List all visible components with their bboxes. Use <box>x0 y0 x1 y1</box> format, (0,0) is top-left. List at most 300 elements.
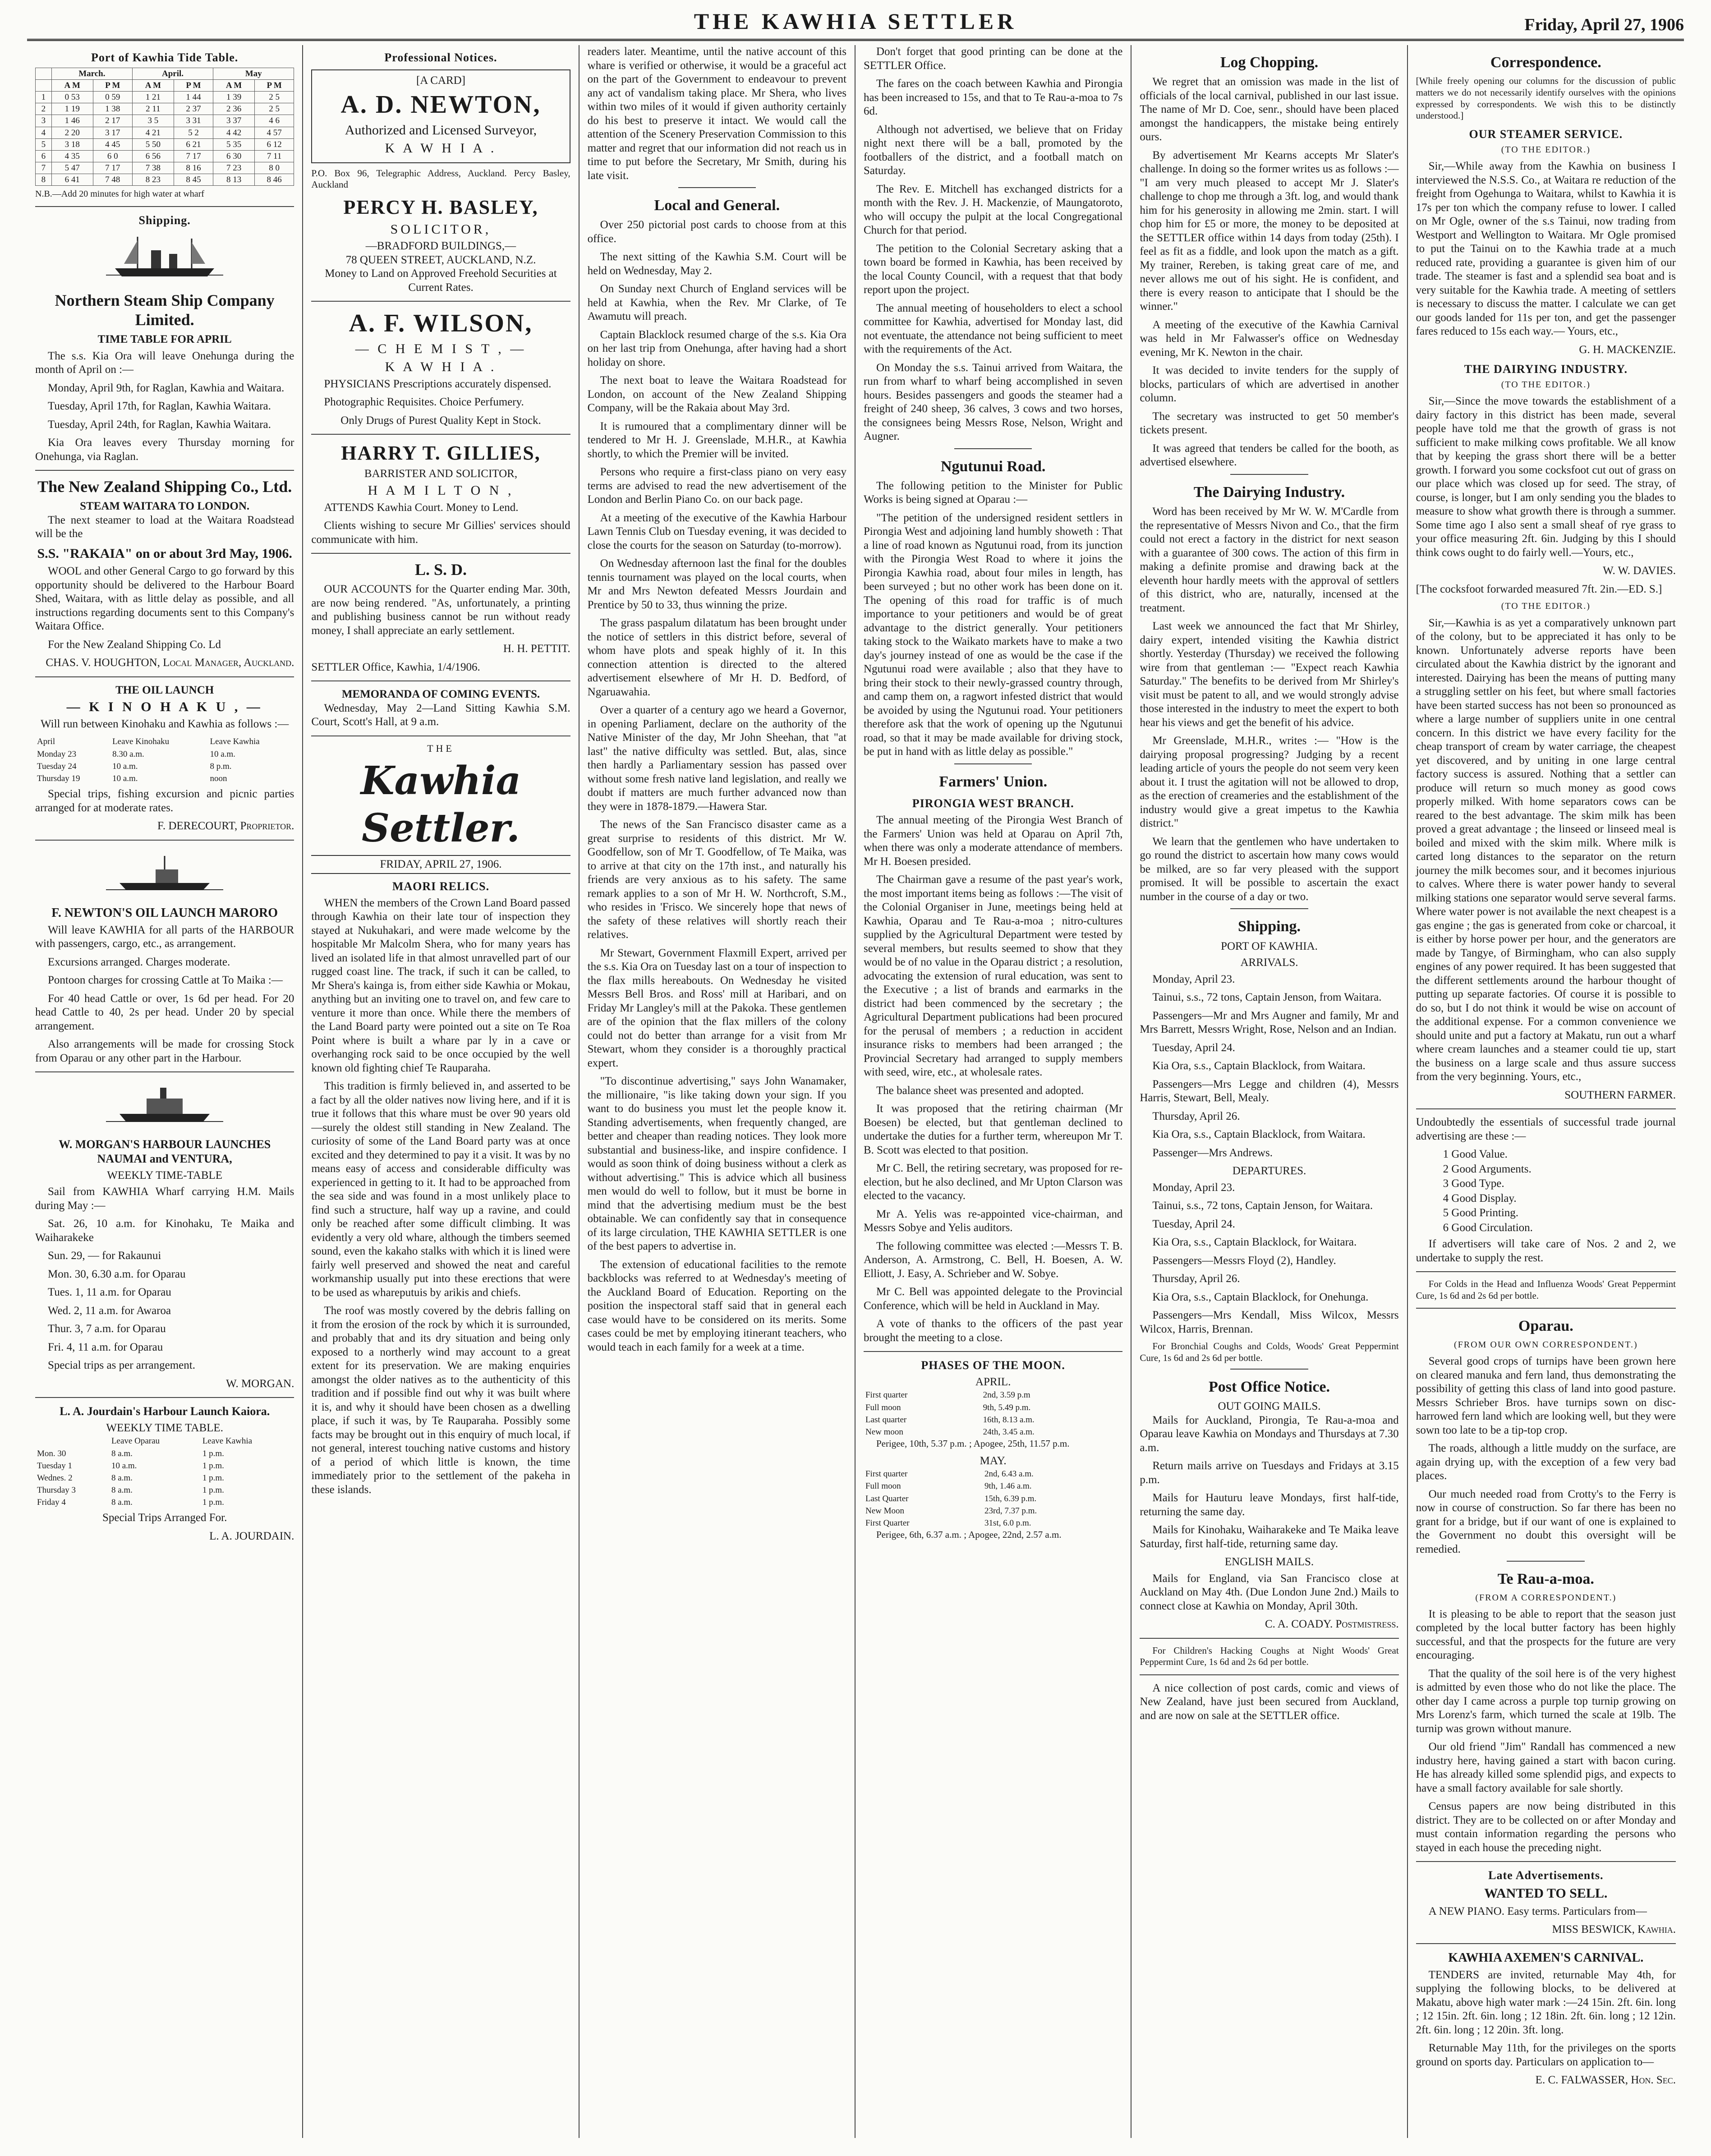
maori-relics-text: WHEN the members of the Crown Land Board passed through Kawhia on their late tour of inspection they stayed at Nukuhakari, and were made welcome by the hospitable Mr Malcolm Shera, who for many years has lived an isolated life in that almost unravelled part of our rugged coast line. The track, if such it can be called, to Mr Shera's kainga is, from either side Kawhia or Mokau, anything but an inviting one to travel on, and few care to venture it more than once. While there the members of the Land Board party were pointed out a site on Te Roa Point where is built a whare par ly in a cave or overhanging rock said to be once occupied by the well known old fighting chief Te Rauparaha. <box>311 896 570 1074</box>
local-item: The fares on the coach between Kawhia and Pirongia has been increased to 15s, and that to Te Rau-a-moa to 7s 6d. <box>863 78 1123 117</box>
oil-timetable-row-cell: 8 p.m. <box>210 761 232 771</box>
post-office-paragraph: Mails for Kinohaku, Waiharakeke and Te Maika leave Saturday, first half-tide, returning same day. <box>1140 1524 1399 1550</box>
lsd-text: OUR ACCOUNTS for the Quarter ending Mar. 30th, are now being rendered. "As, unfortunately, a printing and publishing business cannot be run without ready money, I shall appreciate an early settlement. <box>311 583 570 637</box>
dairying-paragraph: Word has been received by Mr W. W. M'Cardle from the representative of Messrs Nivon and Co., that the firm could not erect a factory in the district for next season with a guarantee of 300 cows. The action of this firm in making a definite promise and drawing back at the eleventh hour hardly meets with the approval of settlers of this district, who are, naturally, incensed at the treatment. <box>1140 506 1399 614</box>
rau-a-moa-paragraph: Census papers are now being distributed in this district. They are to be collected on or after Monday and must contain information regarding the persons who stayed in each house the preceding night. <box>1416 1800 1676 1854</box>
arrival-line: Tuesday, April 24. <box>1152 1041 1235 1054</box>
moon-row <box>864 1517 1122 1529</box>
port-label: PORT OF KAWHIA. <box>1221 940 1318 952</box>
tide-row-cell: 1 39 <box>213 92 255 103</box>
ad-essentials-list <box>1416 1148 1676 1235</box>
moon-row-cell: Last Quarter <box>865 1494 909 1503</box>
moon-row <box>864 1505 1122 1517</box>
tide-row-cell: 4 <box>36 127 52 138</box>
basley-building: —BRADFORD BUILDINGS,— <box>365 240 516 253</box>
maori-relics-text: The roof was mostly covered by the debris falling on it from the erosion of the rock by which it is surrounded, and probably that and its dry situation and being only exposed to a northerly wind may account to a great extent for its preservation. We are making enquiries amongst the older natives as to the authenticity of this tradition and if possible find out why it was built where it is, and why it should have been chosen as a dwelling place, if such it was, by Te Rauparaha. Possibly some facts may be brought out in this enquiry of much local, if not general, interest touching native customs and history of a period of which little is known, the time immediately prior to the settlement of the pakeha in these islands. <box>311 1305 570 1496</box>
nzs-ship-name: S.S. "RAKAIA" on or about 3rd May, 1906. <box>37 546 292 561</box>
rau-a-moa-subheading: (FROM A CORRESPONDENT.) <box>1475 1592 1617 1603</box>
newton-launch-text: Pontoon charges for crossing Cattle at To Maika :— <box>48 974 283 987</box>
southern-farmer-signature: SOUTHERN FARMER. <box>1564 1089 1676 1101</box>
ad-essential-item: 3 Good Type. <box>1443 1177 1504 1190</box>
nzs-company-name: The New Zealand Shipping Co., Ltd. <box>37 478 292 496</box>
tide-row-cell: 4 45 <box>93 138 132 150</box>
jourdain-timetable-row-cell: Tuesday 1 <box>37 1461 72 1471</box>
post-office-text <box>1140 1414 1398 1551</box>
log-chopping-heading: Log Chopping. <box>1220 54 1319 71</box>
morgan-timetable <box>35 1185 294 1373</box>
tide-row <box>36 115 294 127</box>
carnival-tender-text: TENDERS are invited, returnable May 4th, for supplying the following blocks, to be delivered at Makatu, above high water mark :—24 15in. 2ft. 6in. long ; 12 15in. 2ft. 6in. long ; 12 18in. 2ft. 6in. long ; 12 12in. 2ft. 6in. long ; 12 20in. 3ft. long. <box>1416 1968 1676 2036</box>
basley-address-line: P.O. Box 96, Telegraphic Address, Auckland. Percy Basley, Auckland <box>311 167 570 190</box>
newspaper-title: THE KAWHIA SETTLER <box>694 9 1017 34</box>
departure-line: Passengers—Messrs Floyd (2), Handley. <box>1152 1254 1336 1267</box>
oparau-paragraph: Our much needed road from Crotty's to the Ferry is now in course of construction. So far there has been no grant for a bridge, but if our want of one is explained to the Government no doubt this oversight will be remedied. <box>1416 1488 1676 1555</box>
post-office-paragraph: Return mails arrive on Tuesdays and Fridays at 3.15 p.m. <box>1140 1460 1399 1486</box>
moon-april-label: APRIL. <box>975 1375 1011 1388</box>
oil-timetable-row <box>35 736 294 748</box>
local-item: The Rev. E. Mitchell has exchanged districts for a month with the Rev. J. H. Mackenzie, of Maungatoroto, who will occupy the pulpit at the local Congregational Church for that period. <box>863 183 1123 236</box>
gillies-text: Clients wishing to secure Mr Gillies' services should communicate with him. <box>311 519 570 546</box>
nzs-steam-line: STEAM WAITARA TO LONDON. <box>80 500 250 513</box>
piano-advert: A NEW PIANO. Easy terms. Particulars from— <box>1428 1905 1647 1917</box>
log-chopping-paragraph: A meeting of the executive of the Kawhia Carnival was held in Mr Falwasser's office on Wednesday evening, Mr K. Newton in the chair. <box>1140 318 1399 359</box>
ad-essentials-note: If advertisers will take care of Nos. 2 and 2, we undertake to supply the rest. <box>1416 1238 1676 1264</box>
moon-row <box>864 1402 1122 1414</box>
hacking-cough-advert: For Children's Hacking Coughs at Night Woods' Great Peppermint Cure, 1s 6d and 2s 6d per bottle. <box>1140 1645 1399 1668</box>
moon-row-cell: Full moon <box>865 1481 901 1491</box>
tide-row-cell: 4 57 <box>255 127 294 138</box>
tide-table-title: Port of Kawhia Tide Table. <box>91 51 239 64</box>
nzs-text: For the New Zealand Shipping Co. Ld <box>48 638 221 651</box>
nzs-text: The next steamer to load at the Waitara Roadstead will be the <box>35 514 294 540</box>
local-item: Although not advertised, we believe that on Friday night next there will be a ball, promoted by the footballers of the district, and a football match on Saturday. <box>863 123 1123 177</box>
tide-row-cell: 6 <box>36 150 52 162</box>
lsd-signature: H. H. PETTIT. <box>503 643 570 655</box>
jourdain-signature: L. A. JOURDAIN. <box>209 1530 294 1542</box>
log-chopping-text <box>1140 75 1398 469</box>
tide-row-cell: 1 44 <box>174 92 213 103</box>
dairying-paragraph: Last week we announced the fact that Mr Shirley, dairy expert, intended visiting the Kawhia district shortly. Yesterday (Thursday) we received the following wire from that gentleman :— "Expect reach Kawhia Saturday." The benefits to be derived from Mr Shirley's visit must be patent to all, and we would strongly advise those interested in the industry to meet the expert to both hear his views and get the benefit of his advice. <box>1140 620 1399 729</box>
shipping-heading: Shipping. <box>138 213 191 227</box>
shipping-advert: For Bronchial Coughs and Colds, Woods' Great Peppermint Cure, 1s 6d and 2s 6d per bottle. <box>1140 1341 1399 1364</box>
departures-label: DEPARTURES. <box>1232 1165 1306 1177</box>
newton-launch-text: Also arrangements will be made for crossing Stock from Oparau or any other part in the Harbour. <box>35 1038 294 1064</box>
jourdain-timetable-row-cell: 1 p.m. <box>202 1485 224 1495</box>
morgan-launch-heading: W. MORGAN'S HARBOUR LAUNCHES NAUMAI and VENTURA, <box>59 1138 271 1166</box>
wilson-title: — C H E M I S T , — <box>355 341 527 356</box>
to-editor-label: (TO THE EDITOR.) <box>1501 144 1591 155</box>
jourdain-text: Special Trips Arranged For. <box>102 1512 227 1524</box>
late-advertisements-heading: Late Advertisements. <box>1488 1869 1604 1882</box>
newton-launch-heading: F. NEWTON'S OIL LAUNCH MARORO <box>51 906 278 920</box>
basley-address: 78 QUEEN STREET, AUCKLAND, N.Z. <box>345 253 536 266</box>
moon-may-note: Perigee, 6th, 6.37 a.m. ; Apogee, 22nd, 2.57 a.m. <box>876 1529 1062 1540</box>
jourdain-timetable-row-cell: Friday 4 <box>37 1498 66 1508</box>
professional-notices-heading: Professional Notices. <box>384 51 497 64</box>
log-chopping-paragraph: It was agreed that tenders be called for the booth, as advertised elsewhere. <box>1140 442 1399 469</box>
local-item: It is rumoured that a complimentary dinner will be tendered to Mr H. J. Greenslade, M.H.R., at Kawhia shortly, to which the Premier will be invited. <box>587 420 846 460</box>
morgan-timetable-line: Mon. 30, 6.30 a.m. for Oparau <box>48 1268 186 1280</box>
farmers-union-subheading: PIRONGIA WEST BRANCH. <box>912 797 1074 810</box>
oil-launch-proprietor: F. DERECOURT, Proprietor. <box>157 820 294 832</box>
morgan-timetable-line: Sun. 29, — for Rakaunui <box>48 1250 161 1262</box>
local-item: The next sitting of the Kawhia S.M. Court will be held on Wednesday, May 2. <box>587 251 846 277</box>
ngutunui-paragraph: The following petition to the Minister for Public Works is being signed at Oparau :— <box>863 479 1123 506</box>
tide-row <box>36 127 294 138</box>
departure-line: Tainui, s.s., 72 tons, Captain Jenson, for Waitara. <box>1152 1200 1373 1212</box>
farmers-paragraph: Mr A. Yelis was re-appointed vice-chairman, and Messrs Sobye and Yelis auditors. <box>863 1208 1123 1234</box>
farmers-paragraph: The annual meeting of the Pirongia West Branch of the Farmers' Union was held at Oparau on April 7th, when there was only a moderate attendance of members. Mr H. Boesen presided. <box>863 814 1123 868</box>
issue-date: Friday, April 27, 1906 <box>1524 15 1684 34</box>
tide-row-cell: 7 17 <box>93 162 132 174</box>
oil-timetable-row-cell: noon <box>210 773 227 783</box>
log-chopping-paragraph: It was decided to invite tenders for the supply of blocks, particulars of which are advertised in another column. <box>1140 364 1399 405</box>
jourdain-timetable-row <box>35 1460 294 1472</box>
oil-timetable-row-cell: 10 a.m. <box>112 761 138 771</box>
tide-row-cell: 7 38 <box>132 162 174 174</box>
to-editor-label: (TO THE EDITOR.) <box>1501 379 1591 390</box>
oil-launch-text: Will run between Kinohaku and Kawhia as follows :— <box>41 717 289 730</box>
tide-row-cell: 4 35 <box>51 150 93 162</box>
morgan-timetable-line: Special trips as per arrangement. <box>48 1359 195 1372</box>
jourdain-timetable-title: WEEKLY TIME TABLE. <box>106 1421 223 1434</box>
tide-row-cell: 8 46 <box>255 174 294 186</box>
dairying-signature: W. W. DAVIES. <box>1603 565 1676 577</box>
tide-row-cell: 5 47 <box>51 162 93 174</box>
local-item: The news of the San Francisco disaster came as a great surprise to residents of this district. Mr W. Goodfellow, son of Mr T. Goodfellow, of Te Maika, was to arrive at that city on the 17th inst., and naturally his friends are very anxious as to his safety. The same remark applies to a son of Mr H. W. Northcroft, S.M., who resides in 'Frisco. We sincerely hope that news of the safety of these relatives will shortly reach their relatives. <box>587 818 846 941</box>
jourdain-timetable-row-cell: 8 a.m. <box>111 1473 133 1483</box>
tide-row <box>36 92 294 103</box>
dairying-industry-heading: The Dairying Industry. <box>1193 483 1345 501</box>
oil-timetable-row-cell: 10 a.m. <box>112 773 138 783</box>
jourdain-table <box>35 1435 294 1508</box>
oil-timetable-row-cell: April <box>37 737 55 747</box>
jourdain-timetable-row-cell: 8 a.m. <box>111 1498 133 1508</box>
farmers-union-heading: Farmers' Union. <box>939 773 1048 790</box>
post-office-heading: Post Office Notice. <box>1208 1378 1330 1395</box>
tide-row-cell: 1 46 <box>51 115 93 127</box>
tide-row-cell: 0 53 <box>51 92 93 103</box>
morgan-timetable-line: Tues. 1, 11 a.m. for Oparau <box>48 1286 171 1299</box>
log-chopping-paragraph: The secretary was instructed to get 50 member's tickets present. <box>1140 410 1399 437</box>
arrivals-label: ARRIVALS. <box>1240 956 1298 969</box>
jourdain-timetable-row <box>35 1448 294 1460</box>
tide-row-cell: 6 30 <box>213 150 255 162</box>
rau-a-moa-text <box>1416 1608 1676 1855</box>
local-item: The next boat to leave the Waitara Roadstead for London, on account of the New Zealand Shipping Company, will be the Rakaia about May 3rd. <box>587 374 846 414</box>
jourdain-timetable-row <box>35 1496 294 1508</box>
tide-table: March. April. May A M P M A M P M A M P M 1 0 53 0 59 1 21 1 44 1 39 2 5 2 1 19 1 38 2 11 2 37 2 36 2 5 3 1 46 2 17 3 5 3 31 3 37 4 6 4 2 20 3 17 4 21 5 2 4 42 4 57 5 3 18 4 45 5 50 6 21 5 35 6 12 6 4 35 6 0 6 56 7 17 6 30 7 11 7 5 47 7 17 7 38 8 16 7 23 8 0 8 6 41 7 48 8 23 8 45 8 13 8 46 <box>35 68 294 186</box>
basley-title: SOLICITOR, <box>390 221 492 237</box>
local-item: On Wednesday afternoon last the final for the doubles tennis tournament was played on the local courts, when Mr and Mrs Newton defeated Messrs Jourdain and Prentice by 50 to 33, thus winning the prize. <box>587 557 846 611</box>
tide-row-cell: 2 11 <box>132 103 174 115</box>
tide-row-cell: 7 <box>36 162 52 174</box>
wilson-name: A. F. WILSON, <box>349 309 533 338</box>
jourdain-timetable-row-cell: 8 a.m. <box>111 1448 133 1458</box>
local-item: "To discontinue advertising," says John Wanamaker, the millionaire, "is like taking down your sign. If you want to do business you must let the people know it. Standing advertisements, when frequently changed, are better and cheaper than reading notices. They look more substantial and business-like, and inspire confidence. I would as soon think of doing business without a clerk as without advertising." This is advice which all business men would do well to follow, but it must be borne in mind that the advertising medium must be the best obtainable. We can confidently say that in consequence of its large circulation, THE KAWHIA SETTLER is one of the best papers to advertise in. <box>587 1075 846 1253</box>
ad-essential-item: 1 Good Value. <box>1443 1148 1508 1161</box>
morgan-timetable-line: Wed. 2, 11 a.m. for Awaroa <box>48 1304 171 1317</box>
log-chopping-paragraph: By advertisement Mr Kearns accepts Mr Slater's challenge. In doing so the former writes us as follows :— "I am very much pleased to accept Mr J. Slater's challenge to chop me through a 3ft. log, and would thank him for his generosity in allowing me 2min. start. I will chop him for £5 or more, the money to be deposited at the SETTLER office within 14 days from today (25th). I feel as fit as a fiddle, and look upon the match as a gift. My trainer, Rereben, is taking great care of me, and never allows me out of his sight. He is confident, and there is every reason to anticipate that I should be the winner." <box>1140 149 1399 313</box>
nzs-agent: CHAS. V. HOUGHTON, Local Manager, Auckland. <box>46 657 294 669</box>
morgan-timetable-line: Thur. 3, 7 a.m. for Oparau <box>48 1323 166 1335</box>
local-item: Over a quarter of a century ago we heard a Governor, in opening Parliament, declare on the authority of the Native Minister of the day, Mr John Sheehan, that "at last" the native difficulty was settled. But, alas, since then hardly a Parliamentary session has passed over without some fresh native land legislation, and really we doubt if matters are much further advanced now than they were in 1878-1879.—Hawera Star. <box>587 704 846 813</box>
moon-row-cell: 16th, 8.13 a.m. <box>983 1415 1035 1425</box>
tide-row-cell: 4 21 <box>132 127 174 138</box>
jourdain-timetable-row-cell: 1 p.m. <box>202 1448 224 1458</box>
lsd-office: SETTLER Office, Kawhia, 1/4/1906. <box>311 661 480 673</box>
tide-row-cell: 1 <box>36 92 52 103</box>
column-1 <box>27 45 303 2138</box>
local-general-heading: Local and General. <box>654 197 780 214</box>
departures-list <box>1140 1181 1398 1337</box>
departure-line: Kia Ora, s.s., Captain Blacklock, for Onehunga. <box>1152 1291 1369 1303</box>
tide-row <box>36 103 294 115</box>
oil-timetable-row-cell: Leave Kinohaku <box>112 737 170 747</box>
jourdain-launch-heading: L. A. Jourdain's Harbour Launch Kaiora. <box>60 1405 270 1418</box>
tide-row-cell: 1 19 <box>51 103 93 115</box>
ad-essential-item: 6 Good Circulation. <box>1443 1221 1533 1234</box>
column-3 <box>580 45 856 2138</box>
tide-row-cell: 7 11 <box>255 150 294 162</box>
wanted-to-sell-heading: WANTED TO SELL. <box>1484 1886 1608 1901</box>
arrival-line: Thursday, April 26. <box>1152 1110 1240 1122</box>
tide-row-cell: 5 35 <box>213 138 255 150</box>
jourdain-timetable-row-cell: Thursday 3 <box>37 1485 76 1495</box>
postmistress-signature: C. A. COADY. Postmistress. <box>1265 1618 1399 1631</box>
tide-row-cell: 3 <box>36 115 52 127</box>
tide-row-cell: 6 0 <box>93 150 132 162</box>
tide-row-cell: 7 17 <box>174 150 213 162</box>
tide-row-cell: 2 5 <box>255 103 294 115</box>
tide-row-cell: 8 16 <box>174 162 213 174</box>
moon-april-note: Perigee, 10th, 5.37 p.m. ; Apogee, 25th, 11.57 p.m. <box>876 1438 1070 1449</box>
moon-phases-heading: PHASES OF THE MOON. <box>921 1359 1065 1372</box>
local-item: On Monday the s.s. Tainui arrived from Waitara, the run from wharf to wharf being accomplished in seven hours. Besides passengers and goods the steamer had a freight of 240 sheep, 36 calves, 3 cows and two horses, the consignees being Messrs Rose, Nelson, Wright and Augner. <box>863 361 1123 442</box>
dairying-paragraph: Mr Greenslade, M.H.R., writes :— "How is the dairying proposal progressing? Judging by a recent leading article of yours the people do not seem very keen about it. I trust the agitation will not be allowed to drop, as the erection of creameries and the establishment of the industry would give a great impetus to the Kawhia district." <box>1140 735 1399 830</box>
oil-timetable-row <box>35 748 294 760</box>
tide-row-cell: 5 <box>36 138 52 150</box>
oparau-heading: Oparau. <box>1518 1318 1573 1335</box>
arrival-line: Passenger—Mrs Andrews. <box>1152 1146 1273 1159</box>
tide-row-cell: 5 50 <box>132 138 174 150</box>
local-general-items <box>588 218 846 1354</box>
tide-row-cell: 6 12 <box>255 138 294 150</box>
farmers-paragraph: It was proposed that the retiring chairman (Mr Boesen) be elected, but that gentleman declined to undertake the duties for a further term, whereupon Mr T. B. Scott was elected to that position. <box>863 1103 1123 1156</box>
jourdain-timetable-row-cell: 10 a.m. <box>111 1461 137 1471</box>
tide-row-cell: 1 21 <box>132 92 174 103</box>
outgoing-mails-label: OUT GOING MAILS. <box>1218 1400 1321 1413</box>
editor-note: [The cocksfoot forwarded measured 7ft. 2in.—ED. S.] <box>1416 583 1662 595</box>
moon-row <box>864 1468 1122 1480</box>
arrival-line: Monday, April 23. <box>1152 973 1235 985</box>
tide-row-cell: 2 36 <box>213 103 255 115</box>
tide-row-cell: 6 56 <box>132 150 174 162</box>
rau-a-moa-heading: Te Rau-a-moa. <box>1497 1571 1594 1588</box>
jourdain-timetable-row <box>35 1472 294 1484</box>
ngutunui-paragraph: "The petition of the undersigned resident settlers in Pirongia West and adjoining land humbly showeth : That a line of road known as Ngutunui road, from its junction with the Pirongia West Road to where it joins the Pirongia Kawhia road, about four miles in length, has been surveyed ; but no other work has been done on it. The opening of this road for traffic is of much importance to your petitioners and would be of great advantage to the district generally. Your petitioners taking stock to the Waikato markets have to make a two day's journey instead of one as would be the case if the Ngutunui road were available ; also that they have to bring their stock to their newly-grassed country through, and camp them on, a ragwort infested district that would be avoided by using the Ngutunui road. Your petitioners therefore ask that the work of opening up the Ngutunui road, so that it may be made available for driving stock, be put in hand with as little delay as possible." <box>863 511 1123 758</box>
maori-relics-heading: MAORI RELICS. <box>392 880 490 893</box>
carnival-tender-text: Returnable May 11th, for the privileges on the sports ground on sports day. Particulars on application to— <box>1416 2042 1676 2068</box>
departure-line: Monday, April 23. <box>1152 1181 1235 1194</box>
maori-relics-text: This tradition is firmly believed in, and asserted to be a fact by all the older natives now living here, and if it is true it follows that this whare must be over 90 years old—surely the oldest still standing in New Zealand. The curiosity of some of the Land Board party was at once excited and they determined to pay it a visit. It was by no means easy of access and considerable difficulty was experienced in getting to it. It had to be approached from the sea side and was found in a most unlikely place to find such a structure, half way up a ravine, and could only be reached after some difficult climbing. It was evidently a very old whare, although the timbers seemed sound, even the kakaho stalks with which it is lined were fairly well preserved and showed the neat and careful workmanship usually put into these erections that were to be used as whareputuis by arikis and chiefs. <box>311 1080 570 1299</box>
oparau-text <box>1416 1355 1676 1556</box>
oil-launch-text: Special trips, fishing excursion and picnic parties arranged for at moderate rates. <box>35 788 294 814</box>
steamer-service-heading: OUR STEAMER SERVICE. <box>1469 127 1623 141</box>
jourdain-timetable-row-cell: 1 p.m. <box>202 1473 224 1483</box>
moon-row-cell: 24th, 3.45 a.m. <box>983 1427 1035 1437</box>
morgan-timetable-title: WEEKLY TIME-TABLE <box>107 1169 223 1181</box>
dairying-letter-heading: THE DAIRYING INDUSTRY. <box>1464 363 1628 376</box>
post-office-paragraph: Mails for Hauturu leave Mondays, first half-tide, returning the same day. <box>1140 1492 1399 1518</box>
jourdain-timetable-row <box>35 1435 294 1447</box>
tide-row-cell: 8 13 <box>213 174 255 186</box>
jourdain-timetable-row-cell: Mon. 30 <box>37 1448 66 1458</box>
farmers-paragraph: A vote of thanks to the officers of the past year brought the meeting to a close. <box>863 1318 1123 1344</box>
nss-text: Tuesday, April 17th, for Raglan, Kawhia Waitara. <box>48 400 271 413</box>
launch-illustration <box>97 847 232 901</box>
rau-a-moa-paragraph: It is pleasing to be able to report that the season just completed by the local butter factory has been highly successful, and that the prospects for the future are very encouraging. <box>1416 1608 1676 1662</box>
nss-timetable-title: TIME TABLE FOR APRIL <box>97 333 232 346</box>
moon-row <box>864 1493 1122 1505</box>
moon-row <box>864 1414 1122 1426</box>
morgan-timetable-line: Fri. 4, 11 a.m. for Oparau <box>48 1341 163 1353</box>
flag-the: THE <box>427 742 455 754</box>
arrivals-list <box>1140 973 1398 1160</box>
memoranda-heading: MEMORANDA OF COMING EVENTS. <box>341 688 540 701</box>
tide-row-cell: 2 20 <box>51 127 93 138</box>
gillies-place: H A M I L T O N , <box>368 483 514 498</box>
postcards-advert: A nice collection of post cards, comic and views of New Zealand, have just been secured from Auckland, and are now on sale at the SETTLER office. <box>1140 1682 1399 1722</box>
moon-row-cell: 9th, 1.46 a.m. <box>984 1481 1032 1491</box>
nss-company-name: Northern Steam Ship Company Limited. <box>55 291 275 329</box>
morgan-timetable-line: Sail from KAWHIA Wharf carrying H.M. Mails during May :— <box>35 1186 294 1212</box>
nss-text: Monday, April 9th, for Raglan, Kawhia and Waitara. <box>48 382 285 394</box>
arrival-line: Kia Ora, s.s., Captain Blacklock, from Waitara. <box>1152 1128 1366 1141</box>
post-office-paragraph: Mails for Auckland, Pirongia, Te Rau-a-moa and Oparau leave Kawhia on Mondays and Thursdays at 7.30 a.m. <box>1140 1414 1399 1454</box>
oil-launch-heading: THE OIL LAUNCH <box>115 684 214 696</box>
local-item: The extension of educational facilities to the remote backblocks was referred to at Wednesday's meeting of the Auckland Board of Education. Reporting on the position the inspectoral staff said that in general each case would have to be considered on its merits. Some cases could be met by employing itinerant teachers, who would teach in each family for a week at a time. <box>587 1258 846 1353</box>
moon-row <box>864 1426 1122 1438</box>
morgan-signature: W. MORGAN. <box>226 1377 294 1390</box>
oil-timetable-row-cell: 8.30 a.m. <box>112 749 144 759</box>
moon-may-table <box>864 1468 1122 1529</box>
departure-line: Passengers—Mrs Kendall, Miss Wilcox, Messrs Wilcox, Harris, Brennan. <box>1140 1309 1399 1335</box>
newspaper-flag: Kawhia Settler. <box>360 758 521 851</box>
tide-row-cell: 3 17 <box>93 127 132 138</box>
nss-text: Kia Ora leaves every Thursday morning for Onehunga, via Raglan. <box>35 437 294 463</box>
ad-essentials-intro: Undoubtedly the essentials of successful trade journal advertising are these :— <box>1416 1116 1676 1142</box>
gillies-name: HARRY T. GILLIES, <box>341 442 541 464</box>
wilson-text: Only Drugs of Purest Quality Kept in Stock. <box>340 414 541 427</box>
card-label: [A CARD] <box>416 74 466 87</box>
southern-farmer-letter: Sir,—Kawhia is as yet a comparatively unknown part of the colony, but to be appreciated it has only to be known. Unfortunately adverse reports have been circulated about the Kawhia district by the ignorant and interested. Dairying has been the means of putting many a struggling settler on his feet, but where small factories have been started success has not been so pronounced as where a large number of suppliers unite in one central concern. In this district we have every facility for the cheap transport of cream by water carriage, the cheapest yet discovered, and by uniting in one large central factory success is assured. Nothing that a settler can produce will return so much money as good cows properly milked. With home separators cows can be reared to the best advantage. The skim milk has been proved a great advantage ; the linseed or linseed meal is boiled and mixed with the skim milk. Where milk is carted long distances to the separator on the return journey the milk becomes sour, and it becomes injurious to calves. Where there is water power handy to several milking stations one separator would serve several farms. Where water power is not available the next cheapest is a gas engine ; the gas is generated from coke or charcoal, it is either by horse power per hour, and the generators are made by Tangye, of Birmingham, who can also supply engines of any power required. It has been suggested that the different settlements around the harbour thought of putting up separate factories. Of course it is possible to do so, but I do not think it would be wise on account of the additional expense. For a common convenience we should unite and put a factory at Makatu, run out a wharf where cream launches and a steamer could tie up, start the business on a large scale and thus assure success from the very beginning. Yours, etc., <box>1416 616 1676 1083</box>
jourdain-timetable-row-cell: Leave Oparau <box>111 1436 160 1446</box>
tide-row-cell: 6 21 <box>174 138 213 150</box>
local-item: Don't forget that good printing can be done at the SETTLER Office. <box>863 46 1123 72</box>
local-item: Over 250 pictorial post cards to choose from at this office. <box>587 219 846 245</box>
carnival-heading: KAWHIA AXEMEN'S CARNIVAL. <box>1448 1950 1644 1965</box>
farmers-union-text <box>864 814 1122 1345</box>
local-item: The annual meeting of householders to elect a school committee for Kawhia, advertised for Monday last, did not eventuate, the attendance not being sufficient to meet with the requirements of the Act. <box>863 302 1123 355</box>
basley-text: Money to Land on Approved Freehold Securities at Current Rates. <box>325 267 557 294</box>
tide-row-cell: 8 23 <box>132 174 174 186</box>
tide-row-cell: 3 18 <box>51 138 93 150</box>
tide-row-cell: 7 23 <box>213 162 255 174</box>
column-5 <box>1131 45 1407 2138</box>
local-item: On Sunday next Church of England services will be held at Kawhia, when the Rev. Mr Clarke, of Te Awamutu will preach. <box>587 283 846 323</box>
moon-row-cell: Full moon <box>865 1402 901 1412</box>
newton-launch-text: Excursions arranged. Charges moderate. <box>48 956 230 968</box>
oil-timetable-row-cell: Tuesday 24 <box>37 761 77 771</box>
newton-launch-text: For 40 head Cattle or over, 1s 6d per head. For 20 head Cattle to 40, 2s per head. Under 20 by special arrangement. <box>35 992 294 1032</box>
arrival-line: Kia Ora, s.s., Captain Blacklock, from Waitara. <box>1152 1060 1366 1072</box>
arrival-line: Passengers—Mr and Mrs Augner and family, Mr and Mrs Barrett, Messrs Wright, Rose, Nelson and an Indian. <box>1140 1009 1399 1036</box>
lsd-heading: L. S. D. <box>414 561 467 579</box>
tide-row-cell: 3 5 <box>132 115 174 127</box>
farmers-paragraph: The balance sheet was presented and adopted. <box>876 1084 1084 1097</box>
tide-row-cell: 2 17 <box>93 115 132 127</box>
shipping-news-heading: Shipping. <box>1238 918 1301 935</box>
moon-row-cell: New Moon <box>865 1506 905 1516</box>
column-2 <box>303 45 579 2138</box>
departure-line: Thursday, April 26. <box>1152 1273 1240 1285</box>
farmers-paragraph: Mr C. Bell was appointed delegate to the Provincial Conference, which will be held in Auckland in May. <box>863 1286 1123 1312</box>
flag-date: FRIDAY, APRIL 27, 1906. <box>311 855 570 874</box>
newton-launch-text: Will leave KAWHIA for all parts of the HARBOUR with passengers, cargo, etc., as arrangement. <box>35 924 294 950</box>
moon-row-cell: First quarter <box>865 1469 908 1479</box>
local-item: The grass paspalum dilatatum has been brought under the notice of settlers in this district before, several of whom have plots and speak highly of it. In this connection attention is directed to the altered advertisement elsewhere of Mr H. D. Bedford, of Ngaruawahia. <box>587 617 846 698</box>
tide-row <box>36 138 294 150</box>
steamship-illustration <box>97 232 232 286</box>
moon-row-cell: 31st, 6.0 p.m. <box>984 1518 1031 1528</box>
wilson-text: PHYSICIANS Prescriptions accurately dispensed. <box>324 377 552 390</box>
tide-row-cell: 8 <box>36 174 52 186</box>
moon-row-cell: Last quarter <box>865 1415 907 1425</box>
tide-row-cell: 2 <box>36 103 52 115</box>
local-item: The petition to the Colonial Secretary asking that a town board be formed in Kawhia, has been received by the local County Council, with a request that that body report upon the project. <box>863 242 1123 296</box>
newton-name: A. D. NEWTON, <box>340 91 541 119</box>
local-item: Mr Stewart, Government Flaxmill Expert, arrived per the s.s. Kia Ora on Tuesday last on a tour of inspection to the flax mills hereabouts. On Wednesday he visited Messrs Bell Bros. and Ross' mill at Haribari, and on Friday Mr Langley's mill at the Pakoka. These gentlemen are of the opinion that the flax millers of the colony could not do better than arrange for a visit from Mr Stewart, whom they consider is a thoroughly practical expert. <box>587 947 846 1069</box>
newton-place: K A W H I A . <box>385 141 497 156</box>
english-mails-text: Mails for England, via San Francisco close at Auckland on May 4th. (Due London June 2nd.) Mails to connect close at Kawhia on Monday, April 30th. <box>1140 1572 1399 1612</box>
steamer-signature: G. H. MACKENZIE. <box>1579 343 1676 356</box>
jourdain-timetable-row-cell: 1 p.m. <box>202 1498 224 1508</box>
oil-timetable-row-cell: Thursday 19 <box>37 773 80 783</box>
wilson-place: K A W H I A . <box>385 359 497 375</box>
oil-launch-name: — K I N O H A K U , — <box>66 699 263 715</box>
tide-row-cell: 4 42 <box>213 127 255 138</box>
arrival-line: Passengers—Mrs Legge and children (4), Messrs Harris, Stewart, Bell, Mealy. <box>1140 1078 1399 1104</box>
oil-timetable-row-cell: 10 a.m. <box>210 749 235 759</box>
departure-line: Tuesday, April 24. <box>1152 1218 1235 1230</box>
moon-may-label: MAY. <box>980 1454 1007 1467</box>
local-item: At a meeting of the executive of the Kawhia Harbour Lawn Tennis Club on Tuesday evening, it was decided to close the courts for the season on Saturday (to-morrow). <box>587 511 846 552</box>
colds-advert: For Colds in the Head and Influenza Woods' Great Peppermint Cure, 1s 6d and 2s 6d per bottle. <box>1416 1278 1676 1301</box>
arrival-line: Tainui, s.s., 72 tons, Captain Jenson, from Waitara. <box>1152 991 1382 1004</box>
harbour-launch-illustration <box>97 1079 232 1133</box>
nss-text: Tuesday, April 24th, for Raglan, Kawhia Waitara. <box>48 418 271 431</box>
ad-essential-item: 5 Good Printing. <box>1443 1207 1519 1219</box>
dairying-paragraph: We learn that the gentlemen who have undertaken to go round the district to ascertain how many cows would be milked, are so far very pleased with the support promised. It will be possible to ascertain the exact number in the course of a day or two. <box>1140 835 1399 903</box>
ngutunui-road-text <box>864 479 1122 759</box>
tide-row-cell: 3 31 <box>174 115 213 127</box>
oil-launch-table <box>35 736 294 785</box>
tide-row-cell: 8 0 <box>255 162 294 174</box>
moon-row-cell: 15th, 6.39 p.m. <box>984 1494 1037 1503</box>
column-4 <box>856 45 1131 2138</box>
tide-row-cell: 6 41 <box>51 174 93 186</box>
